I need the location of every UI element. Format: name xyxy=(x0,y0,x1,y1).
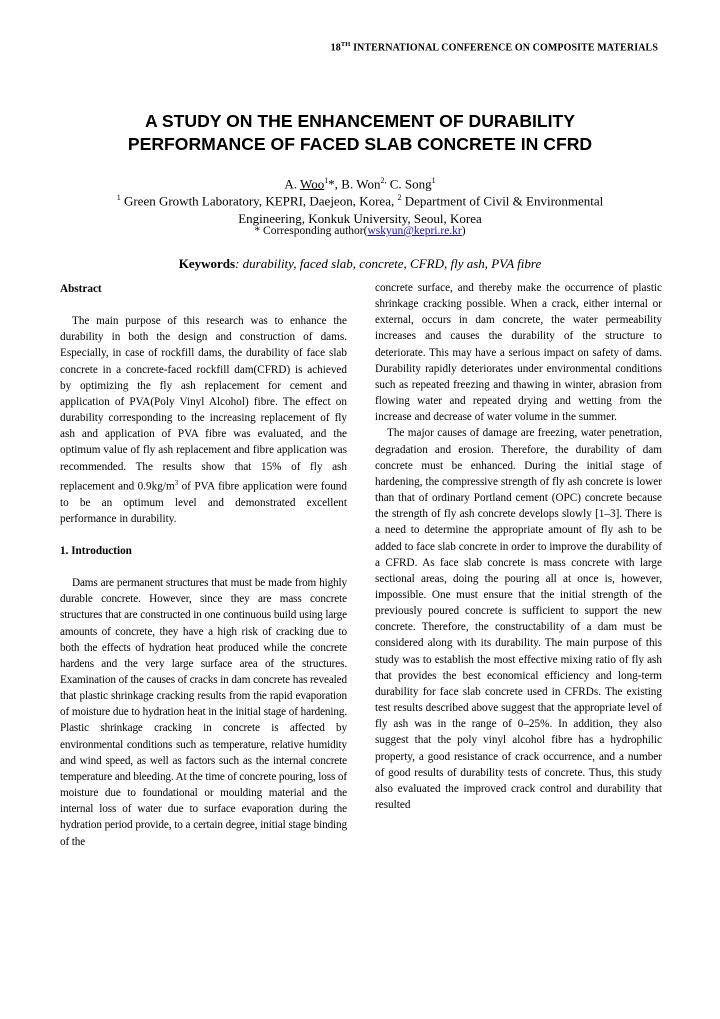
author-sup: 1 xyxy=(324,176,329,185)
author-won: *, B. Won xyxy=(328,176,381,192)
intro-paragraph-2: The major causes of damage are freezing, water penetration, degradation and erosion. Therefore, the durability of dam concrete must be enhanced. During the initial stage of hardening, the compressive strength of fly ash concrete is lower than that of ordinary Portland cement (OPC) concrete because the strength of fly ash concrete develops slowly [1–3]. There is a need to determine the appropriate amount of fly ash to be added to face slab concrete in order to improve the durability of a CFRD. As face slab concrete is mass concrete with large sectional areas, doing the pouring all at once is, however, impossible. One must ensure that the initial strength of the previously poured concrete is sufficient to support the new concrete. Therefore, the constructability of a dam must be considered along with its durability. The main purpose of this study was to establish the most effective mixing ratio of fly ash that provides the best economical efficiency and long-term durability for face slab concrete used in CFRDs. The existing test results described above suggest that the appropriate level of fly ash was in the range of 0–25%. In addition, they also suggest that the poly vinyl alcohol fibre has a hydrophilic property, a good resistance of crack occurrence, and a number of good results of durability tests of concrete. Thus, this study also evaluated the improved crack control and durability that resulted xyxy=(375,427,662,811)
affiliation-line-2: Engineering, Konkuk University, Seoul, Korea xyxy=(238,211,482,227)
author-sup: 2, xyxy=(380,176,387,185)
affil-text: Green Growth Laboratory, KEPRI, Daejeon, Korea, xyxy=(120,193,398,209)
left-column xyxy=(60,281,347,850)
affiliation-line-1 xyxy=(60,189,660,210)
corresponding-author xyxy=(60,223,660,239)
intro-paragraph-1-cont: concrete surface, and thereby make the occurrence of plastic shrinkage cracking possible. When a crack, either internal or external, occurs in dam concrete, the water permeability increases and causes the durability of the structure to deteriorate. This may have a serious impact on safety of dams. Durability rapidly deteriorates under environmental conditions such as repeated freezing and thawing in winter, abrasion from flowing water and repeated drying and wetting from the increase and decrease of water volume in the summer. xyxy=(375,282,662,424)
affil-sup: 2 xyxy=(397,193,402,202)
author-woo: Woo xyxy=(300,176,325,192)
introduction-heading: 1. Introduction xyxy=(60,544,132,557)
author-sup: 1 xyxy=(431,176,436,185)
corr-prefix: * Corresponding author( xyxy=(254,225,368,237)
abstract-text-a: The main purpose of this research was to enhance the durability in both the design and construction of dams. Especially, in case of rockfill dams, the durability of face slab concrete in a concrete-faced rockfill dam(CFRD) is achieved by optimizing the fly ash replacement for cement and application of PVA(Poly Vinyl Alcohol) fibre. The effect on durability corresponding to the increasing replacement of fly ash and application of PVA fibre was evaluated, and the optimum value of fly ash replacement and fibre application was recommended. The results show that 15% of fly ash replacement and 0.9kg/m xyxy=(60,315,347,493)
conference-name: INTERNATIONAL CONFERENCE ON COMPOSITE MATERIALS xyxy=(350,42,658,54)
keywords-values: : durability, faced slab, concrete, CFRD, fly ash, PVA fibre xyxy=(235,256,542,271)
affil-sup: 1 xyxy=(116,193,121,202)
title-line-1: A STUDY ON THE ENHANCEMENT OF DURABILITY xyxy=(144,111,576,131)
unit-sup: 3 xyxy=(174,478,179,487)
paper-title xyxy=(60,110,660,156)
author-initial: A. xyxy=(284,176,301,192)
right-column xyxy=(375,280,662,813)
author-song: C. Song xyxy=(386,176,432,192)
keywords-label: Keywords xyxy=(178,256,236,271)
abstract-heading: Abstract xyxy=(60,283,102,295)
abstract-text-b: of PVA fibre application were found to be an optimum level and demonstrated excellent performance in durability. xyxy=(60,480,347,525)
conference-sup: TH xyxy=(340,41,351,48)
corr-suffix: ) xyxy=(461,225,466,237)
affil-text: Department of Civil & Environmental xyxy=(401,193,604,209)
email-link[interactable]: wskyun@kepri.re.kr xyxy=(367,225,462,237)
conference-prefix: 18 xyxy=(330,42,341,54)
intro-paragraph-1: Dams are permanent structures that must be made from highly durable concrete. However, since they are mass concrete structures that are constructed in one continuous build using large amounts of concrete, they have a high risk of cracking due to both the effects of hydration heat produced while the concrete hardens and the very large surface area of the structures. Examination of the causes of cracks in dam concrete has revealed that plastic shrinkage cracking results from the rapid evaporation of moisture due to hydration heat in the initial stage of hardening. Plastic shrinkage cracking in concrete is affected by environmental conditions such as temperature, relative humidity and wind speed, as well as factors such as the internal concrete temperature and bleeding. At the time of concrete pouring, loss of moisture due to foundational or moulding material and the internal loss of water due to surface evaporation during the hydration period provide, to a certain degree, initial stage binding of the xyxy=(60,577,347,848)
title-line-2: PERFORMANCE OF FACED SLAB CONCRETE IN CFRD xyxy=(127,134,593,154)
keywords-line xyxy=(60,255,660,273)
conference-header xyxy=(0,41,720,53)
abstract-text xyxy=(60,313,347,527)
